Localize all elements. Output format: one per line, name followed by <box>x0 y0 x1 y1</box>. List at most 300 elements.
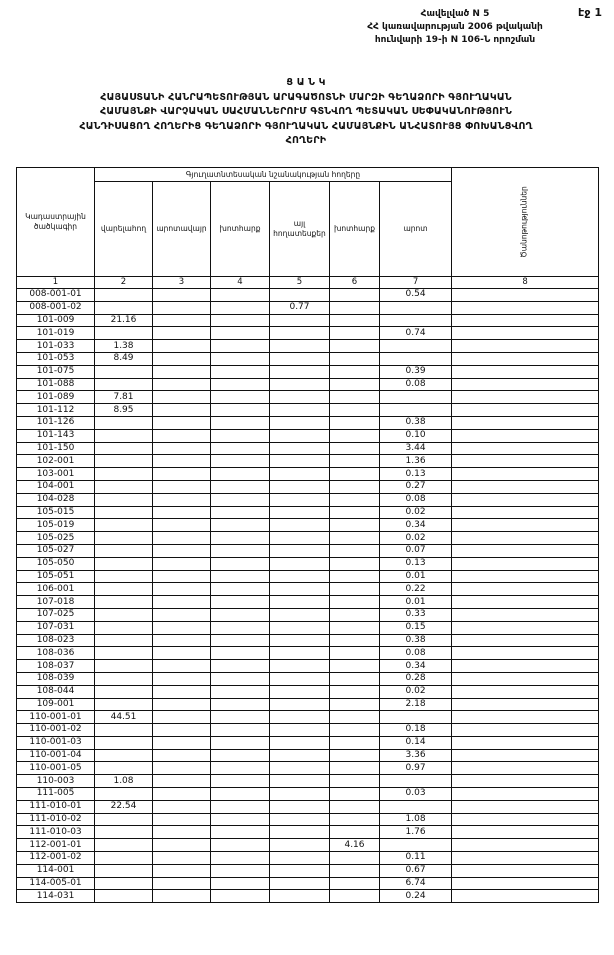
pasture-area-cell <box>153 711 211 724</box>
other-lands-cell <box>270 519 330 532</box>
arable-cell <box>95 864 153 877</box>
table-row <box>17 634 599 647</box>
hayfield-2-cell <box>330 864 380 877</box>
table-row <box>17 813 599 826</box>
other-lands-cell <box>270 608 330 621</box>
other-lands-cell <box>270 289 330 302</box>
notes-cell <box>452 493 599 506</box>
cadastral-code-cell: 101-112 <box>17 404 95 417</box>
cadastral-code-cell: 108-044 <box>17 685 95 698</box>
col-header-pasture: արոտ <box>380 182 452 277</box>
hayfield-cell <box>211 736 270 749</box>
other-lands-cell <box>270 391 330 404</box>
notes-cell <box>452 289 599 302</box>
hayfield-2-cell: 4.16 <box>330 839 380 852</box>
col-header-hayfield: խոտհարք <box>211 182 270 277</box>
hayfield-cell <box>211 544 270 557</box>
appendix-line-2: ՀՀ կառավարության 2006 թվականի <box>367 22 543 32</box>
pasture-cell: 0.13 <box>380 468 452 481</box>
arable-cell <box>95 762 153 775</box>
arable-cell <box>95 327 153 340</box>
other-lands-cell <box>270 327 330 340</box>
appendix-line-1: Հավելված N 5 <box>420 9 490 19</box>
title-line-5: ՀՈՂԵՐԻ <box>285 135 327 146</box>
other-lands-cell <box>270 813 330 826</box>
pasture-cell <box>380 301 452 314</box>
table-row <box>17 826 599 839</box>
notes-cell <box>452 404 599 417</box>
arable-cell <box>95 608 153 621</box>
notes-cell <box>452 519 599 532</box>
arable-cell <box>95 289 153 302</box>
table-row <box>17 301 599 314</box>
hayfield-2-cell <box>330 416 380 429</box>
arable-cell: 44.51 <box>95 711 153 724</box>
column-number: 3 <box>153 277 211 289</box>
cadastral-code-cell: 108-036 <box>17 647 95 660</box>
col-header-cadastral-code: Կադաստրային ծածկագիր <box>17 168 95 277</box>
cadastral-code-cell: 104-001 <box>17 480 95 493</box>
notes-cell <box>452 301 599 314</box>
pasture-area-cell <box>153 608 211 621</box>
other-lands-cell <box>270 583 330 596</box>
pasture-cell: 0.03 <box>380 788 452 801</box>
hayfield-cell <box>211 480 270 493</box>
other-lands-cell <box>270 800 330 813</box>
notes-cell <box>452 864 599 877</box>
pasture-area-cell <box>153 647 211 660</box>
table-row <box>17 800 599 813</box>
hayfield-cell <box>211 890 270 903</box>
hayfield-2-cell <box>330 519 380 532</box>
other-lands-cell <box>270 493 330 506</box>
hayfield-cell <box>211 634 270 647</box>
notes-cell <box>452 532 599 545</box>
pasture-area-cell <box>153 544 211 557</box>
hayfield-cell <box>211 660 270 673</box>
hayfield-cell <box>211 314 270 327</box>
arable-cell <box>95 634 153 647</box>
cadastral-code-cell: 111-010-01 <box>17 800 95 813</box>
other-lands-cell <box>270 455 330 468</box>
hayfield-2-cell <box>330 647 380 660</box>
col-header-pasture-area: արոտավայր <box>153 182 211 277</box>
cadastral-code-cell: 108-023 <box>17 634 95 647</box>
notes-cell <box>452 775 599 788</box>
other-lands-cell <box>270 468 330 481</box>
notes-cell <box>452 352 599 365</box>
other-lands-cell <box>270 852 330 865</box>
table-row <box>17 762 599 775</box>
table-row <box>17 289 599 302</box>
arable-cell <box>95 519 153 532</box>
hayfield-2-cell <box>330 378 380 391</box>
cadastral-code-cell: 107-025 <box>17 608 95 621</box>
table-row <box>17 775 599 788</box>
other-lands-cell <box>270 621 330 634</box>
hayfield-2-cell <box>330 391 380 404</box>
hayfield-cell <box>211 557 270 570</box>
arable-cell <box>95 839 153 852</box>
arable-cell <box>95 557 153 570</box>
arable-cell <box>95 852 153 865</box>
other-lands-cell <box>270 698 330 711</box>
hayfield-cell <box>211 762 270 775</box>
pasture-area-cell <box>153 800 211 813</box>
other-lands-cell <box>270 557 330 570</box>
arable-cell <box>95 877 153 890</box>
pasture-area-cell <box>153 826 211 839</box>
arable-cell <box>95 480 153 493</box>
other-lands-cell <box>270 544 330 557</box>
hayfield-cell <box>211 583 270 596</box>
column-number: 6 <box>330 277 380 289</box>
other-lands-cell <box>270 660 330 673</box>
pasture-area-cell <box>153 736 211 749</box>
hayfield-2-cell <box>330 583 380 596</box>
notes-cell <box>452 711 599 724</box>
arable-cell: 1.08 <box>95 775 153 788</box>
table-row <box>17 672 599 685</box>
other-lands-cell <box>270 352 330 365</box>
cadastral-code-cell: 105-050 <box>17 557 95 570</box>
arable-cell <box>95 788 153 801</box>
hayfield-cell <box>211 429 270 442</box>
arable-cell <box>95 660 153 673</box>
table-row <box>17 519 599 532</box>
pasture-cell: 0.24 <box>380 890 452 903</box>
pasture-cell: 0.34 <box>380 519 452 532</box>
arable-cell <box>95 826 153 839</box>
hayfield-cell <box>211 493 270 506</box>
col-header-other-lands: այլ հողատեսքեր <box>270 182 330 277</box>
column-number: 1 <box>17 277 95 289</box>
hayfield-cell <box>211 289 270 302</box>
hayfield-cell <box>211 391 270 404</box>
notes-cell <box>452 839 599 852</box>
pasture-area-cell <box>153 442 211 455</box>
hayfield-cell <box>211 596 270 609</box>
page-number: էջ 1 <box>578 6 602 19</box>
cadastral-code-cell: 101-089 <box>17 391 95 404</box>
col-header-notes <box>452 168 599 277</box>
pasture-area-cell <box>153 519 211 532</box>
pasture-cell <box>380 340 452 353</box>
hayfield-cell <box>211 570 270 583</box>
column-number: 4 <box>211 277 270 289</box>
notes-cell <box>452 672 599 685</box>
hayfield-cell <box>211 532 270 545</box>
pasture-area-cell <box>153 404 211 417</box>
arable-cell <box>95 621 153 634</box>
pasture-cell: 0.02 <box>380 506 452 519</box>
notes-cell <box>452 468 599 481</box>
other-lands-cell <box>270 826 330 839</box>
arable-cell <box>95 506 153 519</box>
col-header-hayfield-2: խոտհարք <box>330 182 380 277</box>
arable-cell <box>95 813 153 826</box>
hayfield-cell <box>211 775 270 788</box>
arable-cell: 8.95 <box>95 404 153 417</box>
pasture-cell <box>380 711 452 724</box>
pasture-area-cell <box>153 391 211 404</box>
cadastral-code-cell: 101-019 <box>17 327 95 340</box>
pasture-area-cell <box>153 429 211 442</box>
pasture-cell: 0.22 <box>380 583 452 596</box>
hayfield-2-cell <box>330 813 380 826</box>
appendix-header <box>330 8 580 47</box>
hayfield-cell <box>211 698 270 711</box>
table-row <box>17 839 599 852</box>
table-row <box>17 480 599 493</box>
pasture-cell: 0.15 <box>380 621 452 634</box>
other-lands-cell <box>270 506 330 519</box>
hayfield-cell <box>211 826 270 839</box>
cadastral-code-cell: 110-003 <box>17 775 95 788</box>
cadastral-code-cell: 110-001-03 <box>17 736 95 749</box>
other-lands-cell <box>270 532 330 545</box>
hayfield-2-cell <box>330 852 380 865</box>
pasture-cell: 1.76 <box>380 826 452 839</box>
pasture-area-cell <box>153 634 211 647</box>
table-row <box>17 877 599 890</box>
notes-cell <box>452 365 599 378</box>
other-lands-cell <box>270 429 330 442</box>
pasture-area-cell <box>153 852 211 865</box>
arable-cell: 22.54 <box>95 800 153 813</box>
hayfield-2-cell <box>330 404 380 417</box>
table-row <box>17 404 599 417</box>
table-row <box>17 570 599 583</box>
document-title <box>8 76 604 149</box>
cadastral-code-cell: 112-001-02 <box>17 852 95 865</box>
notes-cell <box>452 698 599 711</box>
cadastral-code-cell: 107-018 <box>17 596 95 609</box>
hayfield-2-cell <box>330 608 380 621</box>
pasture-area-cell <box>153 864 211 877</box>
pasture-cell: 1.36 <box>380 455 452 468</box>
other-lands-cell <box>270 775 330 788</box>
hayfield-cell <box>211 800 270 813</box>
pasture-area-cell <box>153 570 211 583</box>
pasture-cell: 0.02 <box>380 532 452 545</box>
cadastral-code-cell: 103-001 <box>17 468 95 481</box>
other-lands-cell <box>270 442 330 455</box>
hayfield-2-cell <box>330 762 380 775</box>
hayfield-2-cell <box>330 301 380 314</box>
hayfield-cell <box>211 749 270 762</box>
notes-cell <box>452 583 599 596</box>
cadastral-code-cell: 008-001-01 <box>17 289 95 302</box>
pasture-area-cell <box>153 532 211 545</box>
pasture-cell: 2.18 <box>380 698 452 711</box>
table-row <box>17 557 599 570</box>
notes-cell <box>452 340 599 353</box>
arable-cell <box>95 570 153 583</box>
hayfield-cell <box>211 685 270 698</box>
cadastral-code-cell: 101-053 <box>17 352 95 365</box>
table-row <box>17 698 599 711</box>
arable-cell <box>95 455 153 468</box>
pasture-cell: 0.67 <box>380 864 452 877</box>
table-row <box>17 429 599 442</box>
cadastral-code-cell: 106-001 <box>17 583 95 596</box>
hayfield-2-cell <box>330 327 380 340</box>
column-number: 7 <box>380 277 452 289</box>
hayfield-cell <box>211 404 270 417</box>
hayfield-2-cell <box>330 596 380 609</box>
notes-cell <box>452 660 599 673</box>
pasture-area-cell <box>153 685 211 698</box>
land-table <box>16 167 599 903</box>
arable-cell <box>95 890 153 903</box>
pasture-cell <box>380 800 452 813</box>
pasture-area-cell <box>153 301 211 314</box>
hayfield-2-cell <box>330 314 380 327</box>
hayfield-cell <box>211 442 270 455</box>
arable-cell: 7.81 <box>95 391 153 404</box>
pasture-area-cell <box>153 352 211 365</box>
pasture-cell: 0.18 <box>380 724 452 737</box>
pasture-area-cell <box>153 493 211 506</box>
hayfield-2-cell <box>330 493 380 506</box>
pasture-area-cell <box>153 775 211 788</box>
other-lands-cell <box>270 570 330 583</box>
hayfield-2-cell <box>330 544 380 557</box>
hayfield-cell <box>211 327 270 340</box>
table-row <box>17 493 599 506</box>
other-lands-cell <box>270 877 330 890</box>
other-lands-cell <box>270 736 330 749</box>
hayfield-cell <box>211 301 270 314</box>
notes-cell <box>452 852 599 865</box>
other-lands-cell <box>270 365 330 378</box>
hayfield-cell <box>211 813 270 826</box>
table-row <box>17 352 599 365</box>
notes-cell <box>452 480 599 493</box>
hayfield-2-cell <box>330 480 380 493</box>
pasture-cell <box>380 404 452 417</box>
cadastral-code-cell: 101-126 <box>17 416 95 429</box>
hayfield-2-cell <box>330 506 380 519</box>
hayfield-2-cell <box>330 890 380 903</box>
hayfield-cell <box>211 352 270 365</box>
arable-cell <box>95 685 153 698</box>
other-lands-cell <box>270 890 330 903</box>
pasture-cell: 0.34 <box>380 660 452 673</box>
pasture-cell: 0.39 <box>380 365 452 378</box>
other-lands-cell <box>270 314 330 327</box>
notes-cell <box>452 506 599 519</box>
pasture-cell: 0.14 <box>380 736 452 749</box>
table-row <box>17 506 599 519</box>
hayfield-2-cell <box>330 685 380 698</box>
hayfield-2-cell <box>330 340 380 353</box>
hayfield-cell <box>211 788 270 801</box>
arable-cell <box>95 429 153 442</box>
pasture-area-cell <box>153 314 211 327</box>
cadastral-code-cell: 105-015 <box>17 506 95 519</box>
pasture-cell: 0.54 <box>380 289 452 302</box>
hayfield-2-cell <box>330 711 380 724</box>
notes-cell <box>452 544 599 557</box>
hayfield-2-cell <box>330 455 380 468</box>
hayfield-cell <box>211 711 270 724</box>
arable-cell <box>95 544 153 557</box>
hayfield-cell <box>211 608 270 621</box>
hayfield-2-cell <box>330 570 380 583</box>
pasture-cell: 0.02 <box>380 685 452 698</box>
notes-cell <box>452 455 599 468</box>
cadastral-code-cell: 110-001-05 <box>17 762 95 775</box>
other-lands-cell <box>270 647 330 660</box>
hayfield-cell <box>211 864 270 877</box>
cadastral-code-cell: 112-001-01 <box>17 839 95 852</box>
notes-cell <box>452 647 599 660</box>
pasture-area-cell <box>153 506 211 519</box>
hayfield-cell <box>211 724 270 737</box>
table-row <box>17 749 599 762</box>
hayfield-cell <box>211 621 270 634</box>
column-number: 5 <box>270 277 330 289</box>
arable-cell: 21.16 <box>95 314 153 327</box>
table-row <box>17 583 599 596</box>
hayfield-2-cell <box>330 365 380 378</box>
arable-cell <box>95 583 153 596</box>
other-lands-cell <box>270 749 330 762</box>
hayfield-2-cell <box>330 724 380 737</box>
pasture-area-cell <box>153 365 211 378</box>
cadastral-code-cell: 105-025 <box>17 532 95 545</box>
table-row <box>17 365 599 378</box>
hayfield-2-cell <box>330 736 380 749</box>
pasture-area-cell <box>153 749 211 762</box>
title-line-1: Ց Ա Ն Կ <box>286 77 326 88</box>
notes-cell <box>452 416 599 429</box>
cadastral-code-cell: 108-039 <box>17 672 95 685</box>
notes-cell <box>452 877 599 890</box>
hayfield-2-cell <box>330 826 380 839</box>
notes-cell <box>452 890 599 903</box>
pasture-cell: 0.10 <box>380 429 452 442</box>
hayfield-2-cell <box>330 698 380 711</box>
col-header-notes-label: Ծանոթություններ <box>520 186 530 258</box>
table-row <box>17 852 599 865</box>
table-row <box>17 647 599 660</box>
hayfield-2-cell <box>330 352 380 365</box>
notes-cell <box>452 724 599 737</box>
cadastral-code-cell: 111-005 <box>17 788 95 801</box>
cadastral-code-cell: 105-019 <box>17 519 95 532</box>
cadastral-code-cell: 110-001-01 <box>17 711 95 724</box>
notes-cell <box>452 327 599 340</box>
title-line-4: ՀԱՆԴԻՍԱՑՈՂ ՀՈՂԵՐԻՑ ԳԵՂԱՁՈՐԻ ԳՅՈՒՂԱԿԱՆ ՀԱՄԱՅՆՔԻՆ ԱՆՀԱՏՈՒՅՑ ՓՈԽԱՆՑՎՈՂ <box>79 120 533 132</box>
col-header-arable: վարելահող <box>95 182 153 277</box>
hayfield-cell <box>211 468 270 481</box>
column-number: 2 <box>95 277 153 289</box>
hayfield-2-cell <box>330 289 380 302</box>
arable-cell <box>95 468 153 481</box>
table-row <box>17 596 599 609</box>
pasture-cell: 3.36 <box>380 749 452 762</box>
other-lands-cell <box>270 724 330 737</box>
hayfield-2-cell <box>330 468 380 481</box>
pasture-cell <box>380 391 452 404</box>
table-row <box>17 660 599 673</box>
table-row <box>17 532 599 545</box>
other-lands-cell <box>270 711 330 724</box>
notes-cell <box>452 800 599 813</box>
